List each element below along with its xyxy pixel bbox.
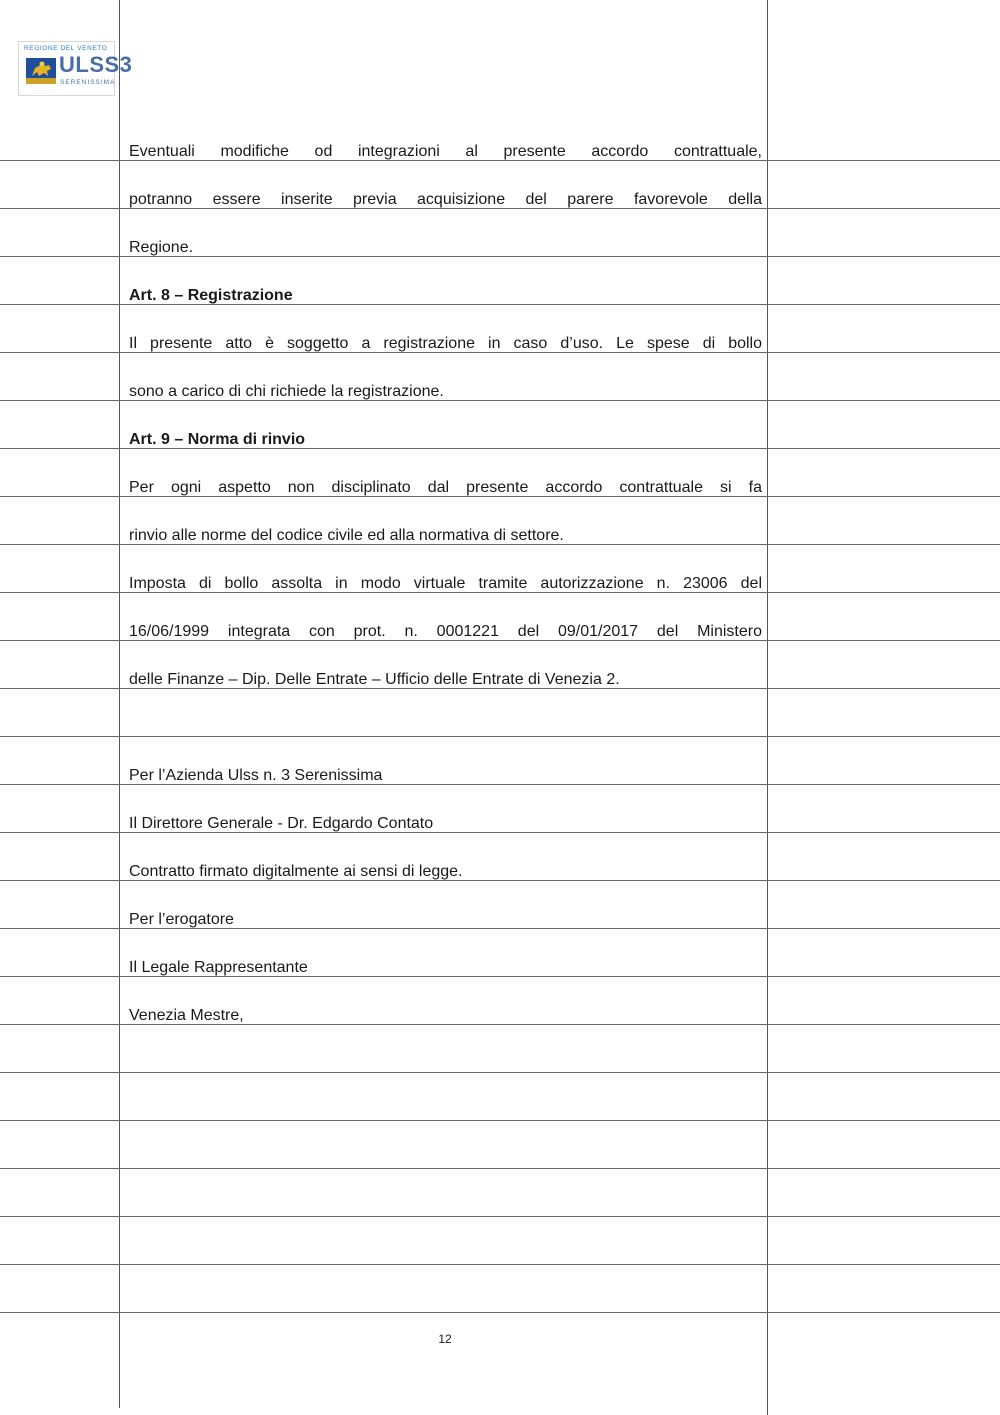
- text-line: potranno essere inserite previa acquisizione del parere favorevole della: [129, 191, 762, 208]
- article-heading: Art. 8 – Registrazione: [129, 287, 293, 304]
- ruled-line: [0, 1216, 1000, 1217]
- signature-line: Il Legale Rappresentante: [129, 959, 308, 976]
- logo-region-text: REGIONE DEL VENETO: [24, 45, 108, 52]
- ruled-line: [0, 1168, 1000, 1169]
- text-line: Imposta di bollo assolta in modo virtuale tramite autorizzazione n. 23006 del: [129, 575, 762, 592]
- ruled-line: [0, 1120, 1000, 1121]
- page-number: 12: [438, 1332, 452, 1346]
- ulss3-logo: [18, 41, 133, 96]
- text-line: rinvio alle norme del codice civile ed alla normativa di settore.: [129, 527, 564, 544]
- text-line: Regione.: [129, 239, 194, 256]
- logo-name: ULSS3: [59, 52, 133, 77]
- signature-line: Per l’erogatore: [129, 911, 234, 928]
- signature-line: Il Direttore Generale - Dr. Edgardo Contato: [129, 815, 434, 832]
- text-line: Per ogni aspetto non disciplinato dal presente accordo contrattuale si fa: [129, 479, 762, 496]
- article-heading: Art. 9 – Norma di rinvio: [129, 431, 306, 448]
- text-line: Il presente atto è soggetto a registrazione in caso d’uso. Le spese di bollo: [129, 335, 762, 352]
- right-margin-line: [767, 0, 768, 1415]
- ruled-line: [0, 1264, 1000, 1265]
- lion-of-st-mark-icon: [26, 58, 56, 84]
- left-margin-line: [119, 0, 120, 1408]
- text-line: Eventuali modifiche od integrazioni al presente accordo contrattuale,: [129, 143, 762, 160]
- ruled-line: [0, 1072, 1000, 1073]
- signature-line: Per l’Azienda Ulss n. 3 Serenissima: [129, 767, 383, 784]
- ruled-line: [0, 736, 1000, 737]
- text-line: delle Finanze – Dip. Delle Entrate – Ufficio delle Entrate di Venezia 2.: [129, 671, 620, 688]
- logo-subtitle: SERENISSIMA: [60, 79, 116, 86]
- ruled-line: [0, 1312, 1000, 1313]
- signature-line: Contratto firmato digitalmente ai sensi di legge.: [129, 863, 463, 880]
- signature-line: Venezia Mestre,: [129, 1007, 244, 1024]
- text-line: 16/06/1999 integrata con prot. n. 0001221 del 09/01/2017 del Ministero: [129, 623, 762, 640]
- text-line: sono a carico di chi richiede la registrazione.: [129, 383, 444, 400]
